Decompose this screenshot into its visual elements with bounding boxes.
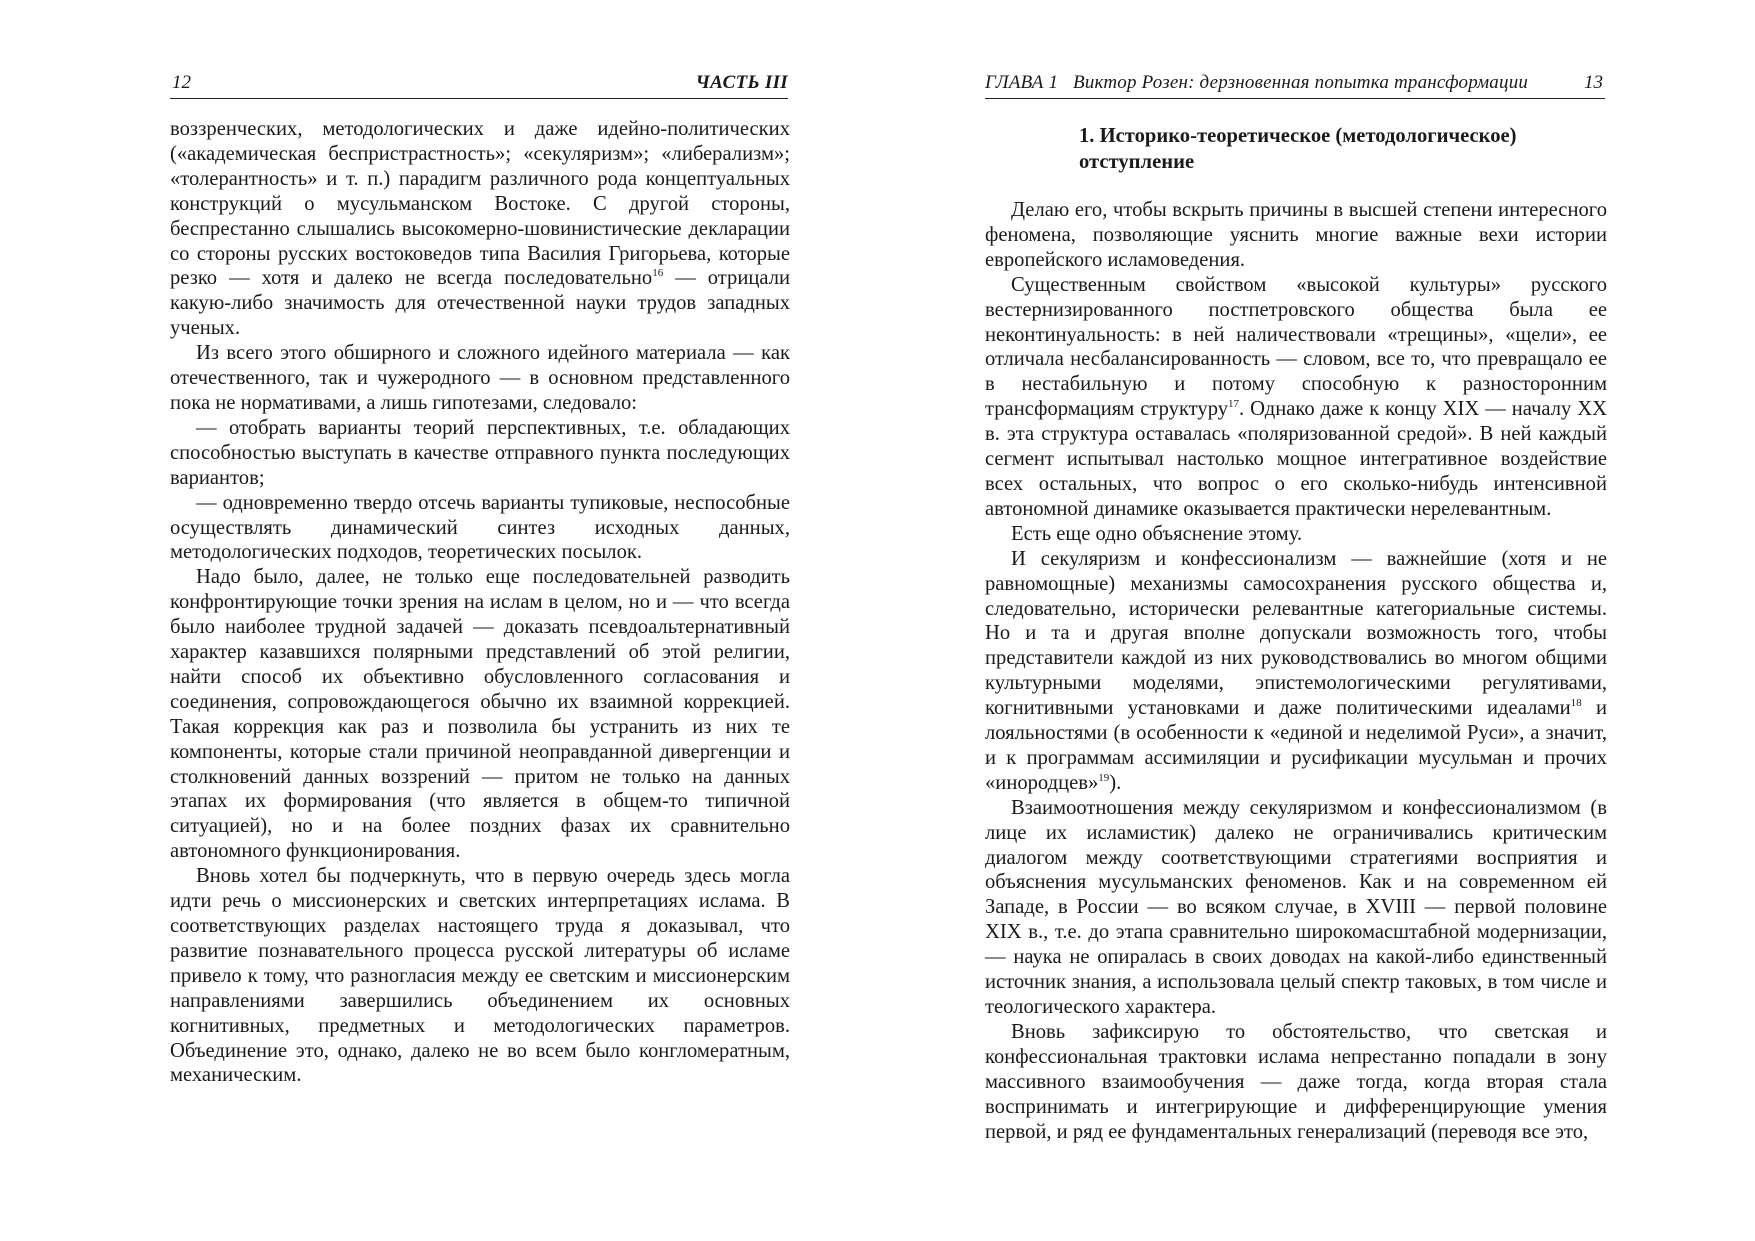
paragraph: Взаимоотношения между секуляризмом и конфессионализмом (в лице их исламистик) далеко не ограничивались критическим диалогом между соответствующими стратегиями восприятия и объяснения мусульманских феноменов. Как и на современном ей Западе, в России — во всяком случае, в XVIII — первой половине XIX в., т.е. до этапа сравнительно широкомасштабной модернизации, — наука не опиралась в своих доводах на какой-либо единственный источник знания, а использовала целый спектр таковых, в том числе и теологического характера. — [985, 796, 1607, 1018]
right-page-body — [985, 198, 1607, 1144]
paragraph: Из всего этого обширного и сложного идейного материала — как отечественного, так и чужеродного — в основном представленного пока не нормативами, а лишь гипотезами, следовало: — [170, 342, 790, 414]
paragraph: воззренческих, методологических и даже идейно-политических («академическая беспристрастность»; «секуляризм»; «либерализм»; «толерантность» и т. п.) парадигм различного рода концептуальных конструкций о мусульманском Востоке. С другой стороны, беспрестанно слышались высокомерно-шовинистические декларации со стороны русских востоковедов типа Василия Григорьева, которые резко — хотя и далеко не всегда последовательно$^{16}$ — отрицали какую-либо значимость для отечественной науки трудов западных ученых. — [170, 118, 791, 340]
footnote-ref: 16 — [652, 267, 664, 280]
list-item: — одновременно твердо отсечь варианты тупиковые, неспособные осуществлять динамический синтез исходных данных, методологических подходов, теоретических посылок. — [170, 491, 790, 564]
footnote-ref: 18 — [1570, 697, 1582, 710]
paragraph: Вновь зафиксирую то обстоятельство, что светская и конфессиональная трактовки ислама непрестанно попадали в зону массивного взаимообучения — даже тогда, когда вторая стала воспринимать и интегрирующие и дифференцирующие умения первой, и ряд ее фундаментальных генерализаций (переводя все это, — [985, 1020, 1607, 1143]
paragraph: Есть еще одно объяснение этому. — [1011, 522, 1303, 545]
right-page — [877, 0, 1755, 1241]
footnote-ref: 17 — [1228, 398, 1240, 411]
footnote-ref: 19 — [1098, 771, 1110, 784]
left-page-number: 12 — [172, 72, 191, 93]
left-page-body — [170, 117, 790, 1088]
left-page-header — [170, 68, 788, 99]
list-item: — отобрать варианты теорий перспективных, т.е. обладающих способностью выступать в качестве отправного пункта последующих вариантов; — [170, 416, 790, 489]
section-heading: 1. Историко-теоретическое (методологическое) отступление — [1079, 125, 1517, 173]
paragraph: Делаю его, чтобы вскрыть причины в высшей степени интересного феномена, позволяющие уяснить многие важные вехи истории европейского исламоведения. — [985, 199, 1607, 271]
paragraph: Вновь хотел бы подчеркнуть, что в первую очередь здесь могла идти речь о миссионерских и светских интерпретациях ислама. В соответствующих разделах настоящего труда я доказывал, что развитие познавательного процесса русской литературы об исламе привело к тому, что разногласия между ее светским и миссионерским направлениями завершились объединением их основных когнитивных, предметных и методологических параметров. Объединение это, однако, далеко не во всем было конгломератным, механическим. — [170, 865, 790, 1087]
paragraph: Существенным свойством «высокой культуры» русского вестернизированного постпетровского общества была ее неконтинуальность: в ней наличествовали «трещины», «щели», ее отличала несбалансированность — словом, все то, что превращало ее в нестабильную и потому способную к разносторонним трансформациям структуру$^{17}$. Однако даже к концу XIX — началу XX в. эта структура оставалась «поляризованной средой». В ней каждый сегмент испытывал настолько мощное интегративное воздействие всех остальных, что вопрос о его сколько-нибудь интенсивной автономной динамике оказывается практически нерелевантным. — [985, 273, 1608, 520]
paragraph: Надо было, далее, не только еще последовательней разводить конфронтирующие точки зрения на ислам в целом, но и — что всегда было наиболее трудной задачей — доказать псевдоальтернативный характер казавшихся полярными представлений об этой религии, найти способ их объективно обусловленного согласования и соединения, сопровождающегося обычно их взаимной коррекцией. Такая коррекция как раз и позволила бы устранить из них те компоненты, которые стали причиной неоправданной дивергенции и столкновений данных воззрений — притом не только на данных этапах их формирования (что является в общем-то типичной ситуацией), но и на более поздних фазах их сравнительно автономного функционирования. — [170, 566, 790, 863]
chapter-title: ГЛАВА 1 Виктор Розен: дерзновенная попытка трансформации — [985, 72, 1529, 93]
right-page-number: 13 — [1584, 72, 1603, 93]
part-title: ЧАСТЬ III — [695, 72, 788, 93]
paragraph: И секуляризм и конфессионализм — важнейшие (хотя и не равномощные) механизмы самосохранения русского общества и, следовательно, исторически релевантные категориальные системы. Но и та и другая вполне допускали возможность того, чтобы представители каждой из них руководствовались во многом общими культурными моделями, эпистемологическими регулятивами, когнитивными установками и даже политическими идеалами$^{18}$ и лояльностями (в особенности к «единой и неделимой Руси», а значит, и к программам ассимиляции и русификации мусульман и прочих «инородцев»$^{19}$). — [985, 547, 1607, 794]
left-page — [0, 0, 877, 1241]
right-page-header — [985, 68, 1605, 99]
